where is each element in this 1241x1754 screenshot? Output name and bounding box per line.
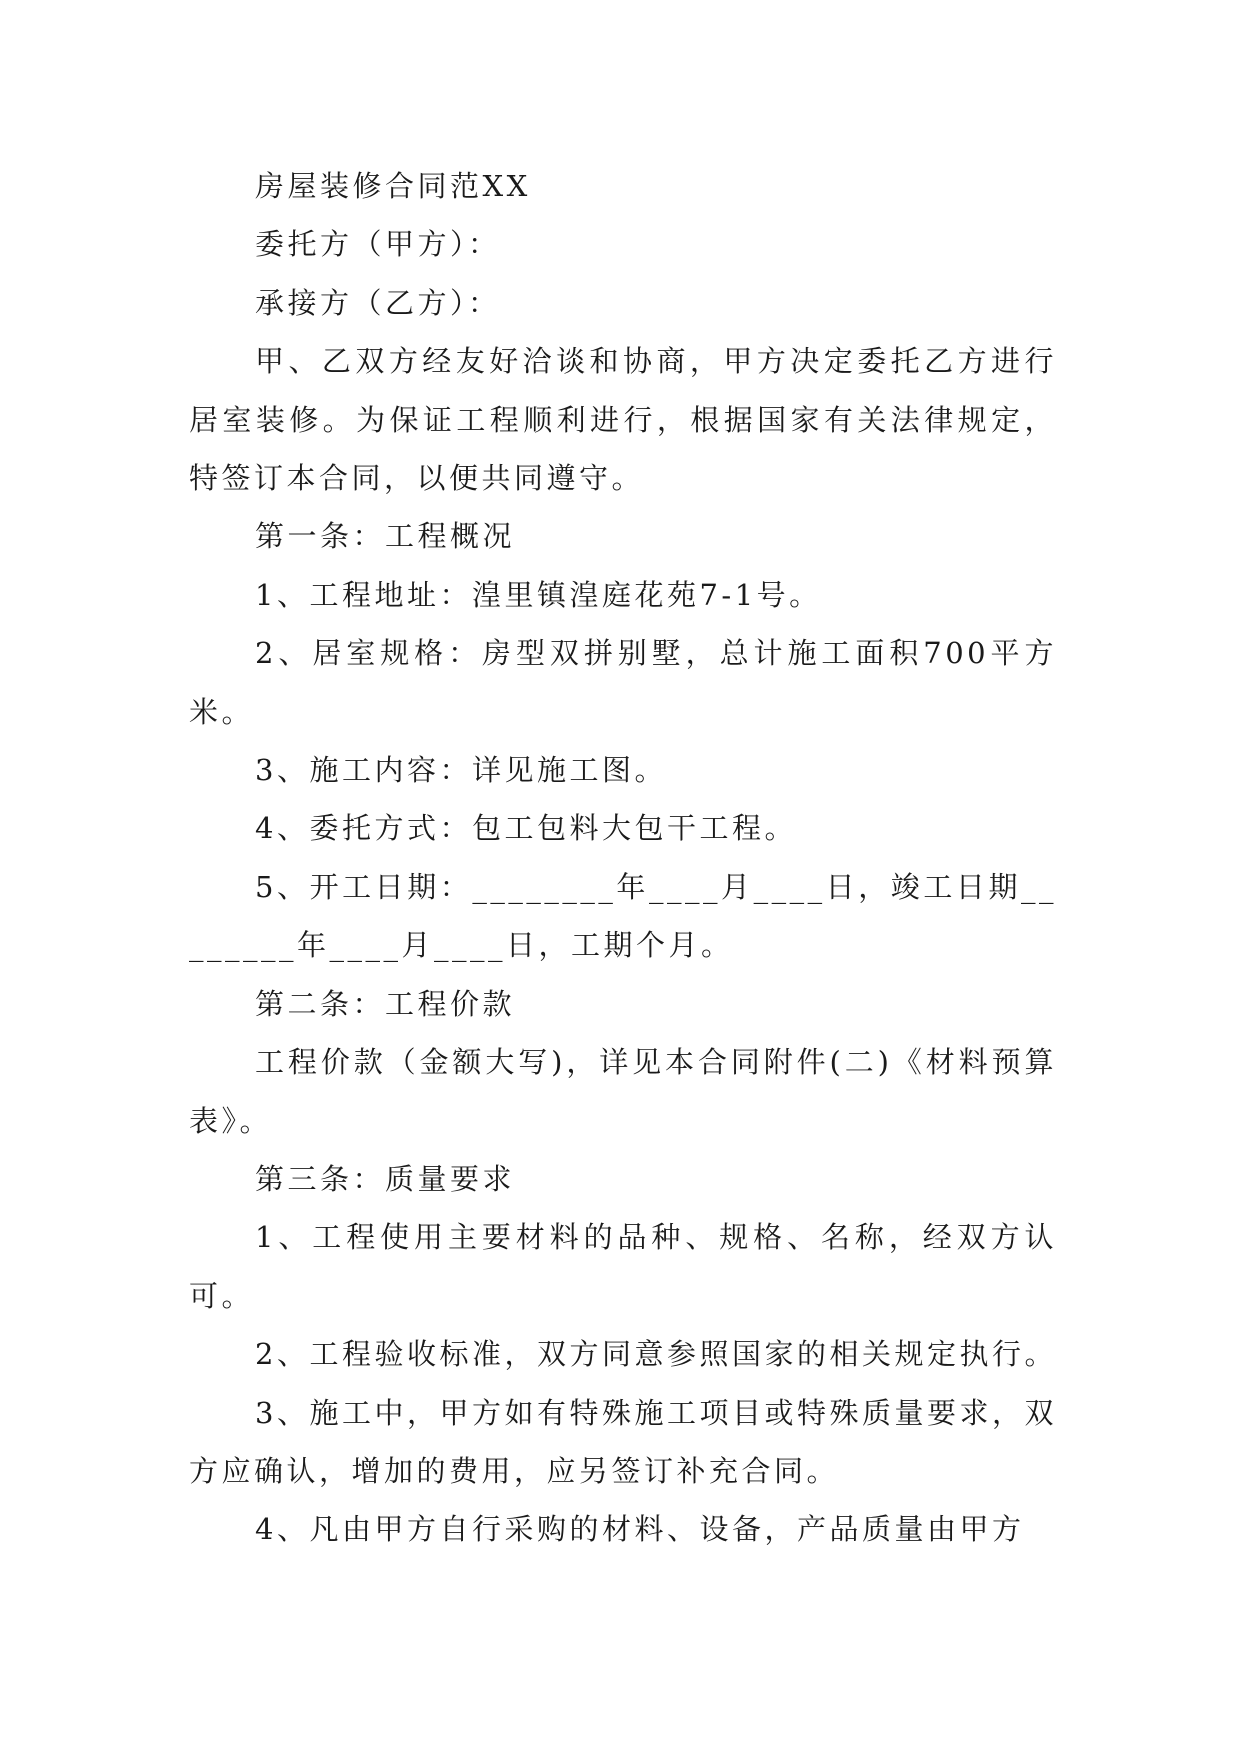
- article-3-item-2: 2、工程验收标准，双方同意参照国家的相关规定执行。: [255, 1337, 1057, 1372]
- article-2-heading: 第二条：工程价款: [255, 986, 516, 1021]
- article-1-item-2: 2、居室规格：房型双拼别墅，总计施工面积700平方米。: [189, 636, 1057, 729]
- party-a-line: 委托方（甲方）：: [255, 227, 501, 262]
- article-2-body: 工程价款（金额大写)，详见本合同附件(二)《材料预算表》。: [189, 1045, 1057, 1138]
- article-3-item-4: 4、凡由甲方自行采购的材料、设备，产品质量由甲方: [255, 1512, 1025, 1547]
- article-3-item-1: 1、工程使用主要材料的品种、规格、名称，经双方认可。: [189, 1220, 1057, 1313]
- article-1-item-3: 3、施工内容：详见施工图。: [255, 753, 667, 788]
- article-1-item-4: 4、委托方式：包工包料大包干工程。: [255, 811, 797, 846]
- preamble-paragraph: 甲、乙双方经友好洽谈和协商，甲方决定委托乙方进行居室装修。为保证工程顺利进行，根据国家有关法律规定，特签订本合同，以便共同遵守。: [189, 344, 1057, 496]
- article-3-heading: 第三条：质量要求: [255, 1161, 516, 1196]
- article-1-item-1: 1、工程地址：湟里镇湟庭花苑7-1号。: [255, 577, 822, 612]
- document-body: [189, 157, 1057, 1559]
- document-title: 房屋装修合同范XX: [255, 169, 531, 203]
- article-3-item-3: 3、施工中，甲方如有特殊施工项目或特殊质量要求，双方应确认，增加的费用，应另签订补充合同。: [189, 1395, 1057, 1488]
- article-1-heading: 第一条：工程概况: [255, 519, 516, 554]
- article-1-item-5: 5、开工日期：________年____月____日，竣工日期________年____月____日，工期个月。: [189, 869, 1057, 963]
- party-b-line: 承接方（乙方）：: [255, 285, 501, 320]
